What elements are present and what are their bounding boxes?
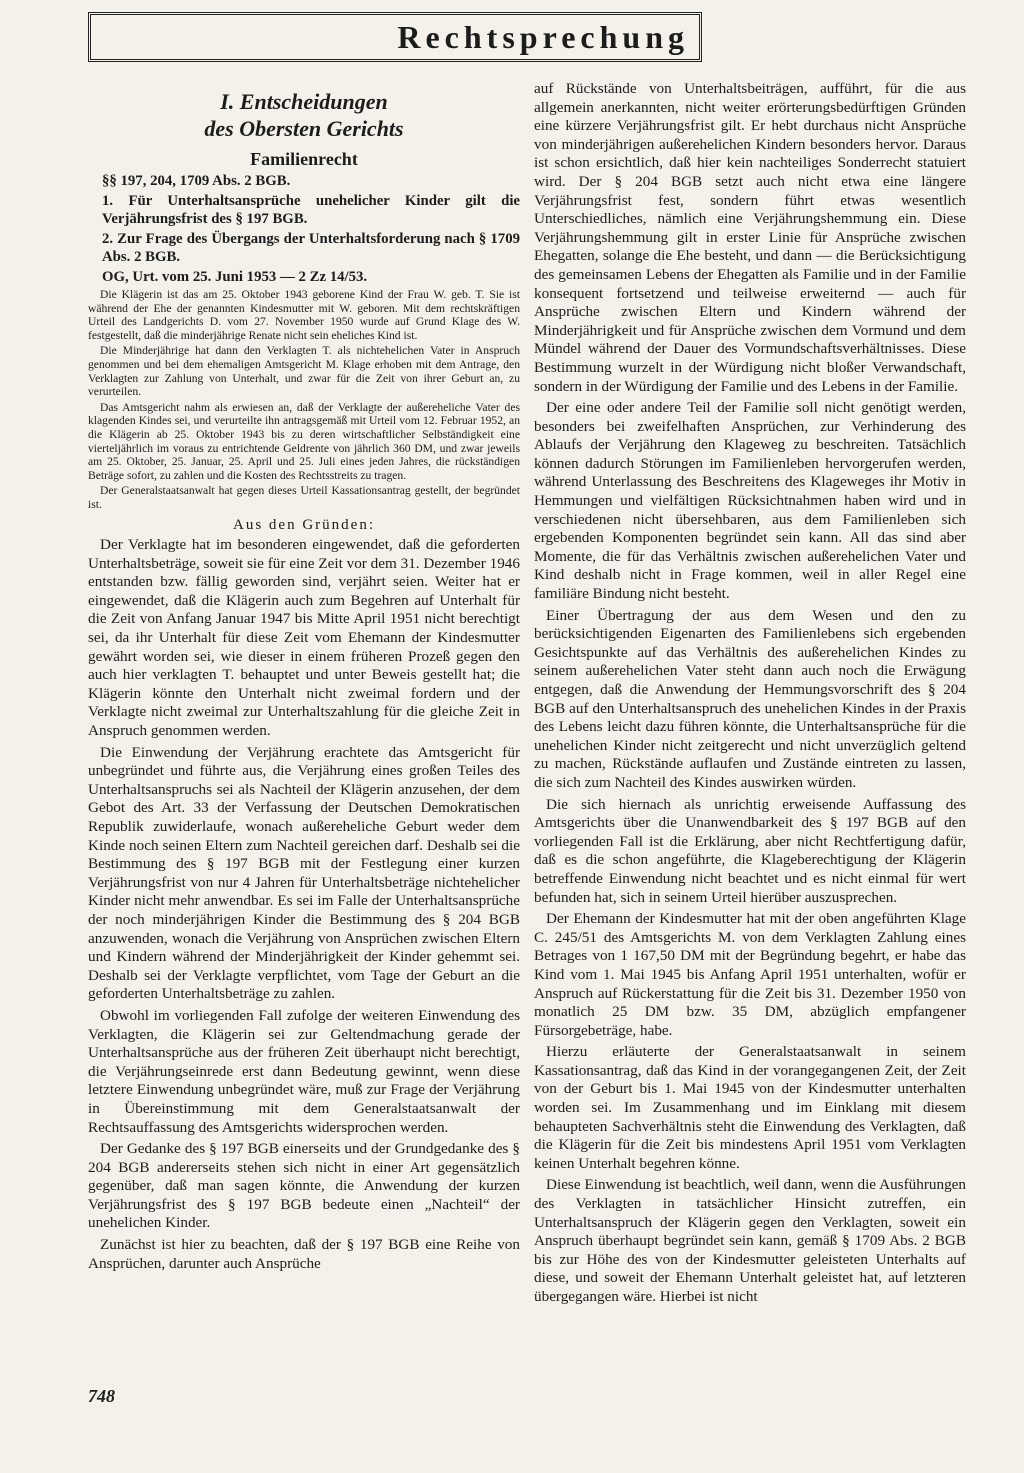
body-paragraph: Der Verklagte hat im besonderen eingewendet, daß die geforderten Unterhaltsbeträge, soweit sie für eine Zeit vor dem 31. Dezember 1946 entstanden bzw. fällig geworden sind, verjährt seien. Weiter hat er eingewendet, daß die Klägerin auch zum Begehren auf Unterhalt für die Zeit von Anfang Januar 1947 bis Mitte April 1951 nicht berechtigt sei, da ihr Unterhalt für diese Zeit vom Ehemann der Kindesmutter gewährt worden sei, wie dieser in einem früheren Prozeß gegen den auch hier verklagten T. behauptet und unter Beweis gestellt hat; die Klägerin könnte den Unterhalt nicht zweimal fordern und der Verklagte nicht zweimal zur Unterhaltszahlung für die gleiche Zeit in Anspruch genommen werden. (88, 536, 520, 740)
subsection-title: Familienrecht (250, 149, 358, 169)
body-paragraph: auf Rückstände von Unterhaltsbeiträgen, aufführt, für die aus allgemein anerkannten, nicht weiter erörterungsbedürftigen Gründen eine kürzere Verjährungsfrist gilt. Er hebt durchaus nicht Ansprüche von minderjährigen außerehelichen Kindern besonders hervor. Daraus ist schon ersichtlich, daß hier kein nachteiliges Sonderrecht statuiert wird. Der § 204 BGB setzt auch nicht etwa eine längere Verjährungsfrist fest, sondern führt etwas wesentlich Unterschiedliches, nämlich eine Verjährungshemmung ein. Diese Verjährungshemmung gilt in erster Linie für Ansprüche zwischen Ehegatten, solange die Ehe besteht, und dann — die Berücksichtigung des gemeinsamen Lebens der Ehegatten als Familie und in der Familie konsequent fortsetzend und teilweise erweiternd — auch für Ansprüche zwischen Eltern und Kindern während der Minderjährigkeit und für Ansprüche zwischen dem Vormund und dem Mündel während der Dauer des Vormundschaftsverhältnisses. Diese Bestimmung wurzelt in der Würdigung nicht bloßer Verwandschaft, sondern in der Würdigung der Familie und des Lebens in der Familie. (534, 80, 966, 395)
page-number: 748 (88, 1386, 115, 1406)
section-title (88, 88, 520, 142)
case-citation: OG, Urt. vom 25. Juni 1953 — 2 Zz 14/53. (102, 269, 368, 285)
case-facts (88, 288, 520, 512)
section-header-title: Rechtsprechung (397, 18, 689, 55)
facts-paragraph: Der Generalstaatsanwalt hat gegen dieses Urteil Kassationsantrag gestellt, der begründet ist. (88, 484, 520, 511)
facts-paragraph: Die Minderjährige hat dann den Verklagten T. als nichtehelichen Vater in Anspruch genommen und bei dem ehemaligen Amtsgericht M. Klage erhoben mit dem Antrage, den Verklagten zur Zahlung von Unterhalt, und zwar für die Zeit von ihrer Geburt an, zu verurteilen. (88, 344, 520, 399)
body-paragraph: Diese Einwendung ist beachtlich, weil dann, wenn die Ausführungen des Verklagten in tatsächlicher Hinsicht zutreffen, ein Unterhaltsanspruch der Klägerin gegen den Verklagten, soweit ein Anspruch überhaupt begründet sein kann, gemäß § 1709 Abs. 2 BGB bis zur Höhe des von der Kindesmutter geleisteten Unterhalts auf diese, und soweit der Ehemann Unterhalt geleistet hat, auf letzteren übergegangen wäre. Hierbei ist nicht (534, 1176, 966, 1305)
body-paragraph: Die Einwendung der Verjährung erachtete das Amtsgericht für unbegründet und führte aus, die Verjährung eines großen Teiles des Unterhaltsanspruchs sei als Nachteil der Klägerin anzusehen, der dem Gebot des Art. 33 der Verfassung der Deutschen Demokratischen Republik zuwiderlaufe, wonach außereheliche Geburt weder dem Kinde noch seinen Eltern zum Nachteil gereichen darf. Deshalb sei die Bestimmung des § 197 BGB mit der Festlegung einer kurzen Verjährungsfrist von nur 4 Jahren für Unterhaltsbeträge nichtehelicher Kinder nicht mehr anwendbar. Es sei im Falle der Unterhaltsansprüche der noch minderjährigen Kinder die Bestimmung des § 204 BGB anzuwenden, wonach die Verjährung von Ansprüchen zwischen Eltern und Kindern während der Minderjährigkeit der Kinder gehemmt sei. Deshalb sei der Verklagte verpflichtet, vom Tage der Geburt an die geforderten Unterhaltsbeträge zu zahlen. (88, 743, 520, 1003)
headnote-2: 2. Zur Frage des Übergangs der Unterhaltsforderung nach § 1709 Abs. 2 BGB. (102, 231, 520, 265)
body-paragraph: Zunächst ist hier zu beachten, daß der § 197 BGB eine Reihe von Ansprüchen, darunter auch Ansprüche (88, 1236, 520, 1272)
body-paragraph: Der eine oder andere Teil der Familie soll nicht genötigt werden, besonders bei zweifelhaften Ansprüchen, zur Verhinderung des Ablaufs der Verjährung den Klageweg zu beschreiten. Tatsächlich können dadurch Störungen im Familienleben hervorgerufen werden, während Unterlassung des Beschreitens des Klageweges ihr Motiv in Hemmungen und vielfältigen Rücksichtnahmen haben wird und in verschiedenen nicht übersehbaren, aus dem Familienleben sich ergebenden Komponenten begründet sein kann. All das sind aber Momente, die für das Verhältnis zwischen außerehelichen Vater und Kind deshalb nicht in Frage kommen, weil in aller Regel eine familiäre Bindung nicht besteht. (534, 399, 966, 603)
body-paragraph: Obwohl im vorliegenden Fall zufolge der weiteren Einwendung des Verklagten, die Klägerin sei zur Geltendmachung gerade der Unterhaltsansprüche aus der früheren Zeit überhaupt nicht berechtigt, die Verjährungseinrede erst dann Bedeutung gewinnt, wenn diese letztere Einwendung unbegründet wäre, muß zur Frage der Verjährung in Übereinstimmung mit dem Generalstaatsanwalt der Rechtsauffassung des Amtsgerichts widersprochen werden. (88, 1006, 520, 1136)
headnote-1: 1. Für Unterhaltsansprüche unehelicher Kinder gilt die Verjährungsfrist des § 197 BGB. (102, 193, 520, 227)
facts-paragraph: Das Amtsgericht nahm als erwiesen an, daß der Verklagte der außereheliche Vater des klagenden Kindes sei, und verurteilte ihn antragsgemäß mit Urteil vom 12. Februar 1952, an die Klägerin ab 25. Oktober 1943 bis zu deren wirtschaftlicher Selbständigkeit eine vierteljährlich im voraus zu entrichtende Geldrente von jährlich 360 DM, und zwar jeweils am 25. Oktober, 25. Januar, 25. April und 25. Juli eines jeden Jahres, die rückständigen Beträge sofort, zu zahlen und die Kosten des Rechtsstreits zu tragen. (88, 400, 520, 482)
statute-reference: §§ 197, 204, 1709 Abs. 2 BGB. (102, 173, 291, 189)
right-column (534, 80, 966, 1420)
body-paragraph: Die sich hiernach als unrichtig erweisende Auffassung des Amtsgerichts über die Unanwendbarkeit des § 197 BGB auf den vorliegenden Fall ist die Erklärung, aber nicht Rechtfertigung dafür, daß es die schon angeführte, die Klageberechtigung der Klägerin betreffende Einwendung nicht beachtet und es nicht einmal für wert befunden hat, sich in seinem Urteil hierüber auszusprechen. (534, 795, 966, 906)
body-paragraph: Einer Übertragung der aus dem Wesen und den zu berücksichtigenden Eigenarten des Familienlebens sich ergebenden Gesichtspunkte auf das Verhältnis des außerehelichen Kindes zu seinem außerehelichen Vater steht dann auch noch die Erwägung entgegen, daß die Anwendung der Hemmungsvorschrift des § 204 BGB auf den Unterhaltsanspruch des unehelichen Kindes in der Praxis des Lebens leicht dazu führen könnte, die Unterhaltsansprüche für die unehelichen Kinder nicht zeitgerecht und nicht unverzüglich geltend zu machen, Rückstände auflaufen und Zustände eintreten zu lassen, die sich zum Nachteil des Kindes auswirken würden. (534, 606, 966, 791)
reasons-heading: Aus den Gründen: (233, 516, 375, 533)
left-column (88, 78, 520, 1418)
section-header-box (88, 12, 702, 62)
section-title-line1: I. Entscheidungen (220, 89, 388, 114)
facts-paragraph: Die Klägerin ist das am 25. Oktober 1943 geborene Kind der Frau W. geb. T. Sie ist während der Ehe der genannten Kindesmutter mit W. geboren. Mit dem rechtskräftigen Urteil des Landgerichts D. vom 27. November 1950 wurde auf Grund Klage des W. festgestellt, daß die minderjährige Renate nicht sein eheliches Kind ist. (88, 288, 520, 342)
section-title-line2: des Obersten Gerichts (204, 116, 404, 141)
body-paragraph: Der Ehemann der Kindesmutter hat mit der oben angeführten Klage C. 245/51 des Amtsgerichts M. von dem Verklagten Zahlung eines Betrages von 1 167,50 DM mit der Begründung begehrt, er habe das Kind vom 1. Mai 1945 bis Anfang April 1951 unterhalten, wofür er Anspruch auf Rückerstattung für die Zeit bis 31. Dezember 1950 von monatlich 25 DM bzw. 35 DM, abzüglich empfangener Fürsorgebeträge, habe. (534, 910, 966, 1039)
body-paragraph: Hierzu erläuterte der Generalstaatsanwalt in seinem Kassationsantrag, daß das Kind in der vorangegangenen Zeit, der Zeit von der Geburt bis 1. Mai 1945 von der Kindesmutter unterhalten worden sei. Im Zusammenhang und im Einklang mit diesem behaupteten Sachverhältnis steht die Einwendung des Verklagten, daß die Klägerin für die Zeit bis mindestens April 1951 vom Verklagten keinen Unterhalt begehren könne. (534, 1043, 966, 1172)
body-paragraph: Der Gedanke des § 197 BGB einerseits und der Grundgedanke des § 204 BGB andererseits stehen sich nicht in einer Art gegensätzlich gegenüber, daß man sagen könnte, die Anwendung der kurzen Verjährungsfrist des § 197 BGB bedeute einen „Nachteil“ der unehelichen Kinder. (88, 1140, 520, 1232)
